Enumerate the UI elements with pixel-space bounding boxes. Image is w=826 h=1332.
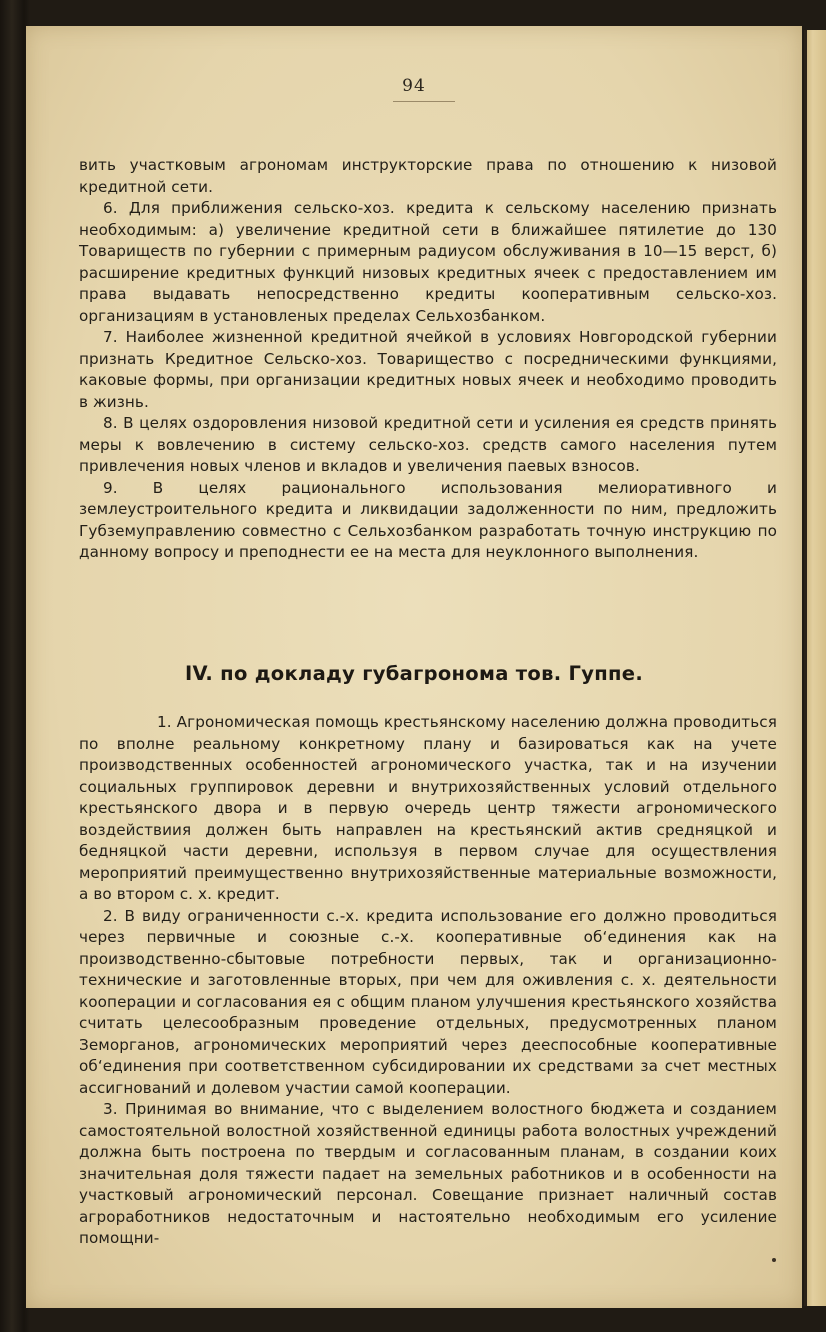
- document-page: [26, 26, 802, 1308]
- page-number-rule: [393, 101, 455, 102]
- page-number: 94: [402, 76, 426, 96]
- paragraph-7: 7. Наиболее жизненной кредитной ячейкой в условиях Новгородской губернии признать Кредитное Сельско-хоз. Товарищество с посредническими функциями, каковые формы, при организации кредитных новых ячеек и необходимо проводить в жизнь.: [79, 328, 777, 411]
- section-credit-resolutions: [79, 155, 777, 564]
- paragraph-8: 8. В целях оздоровления низовой кредитной сети и усиления ея средств принять меры к вовлечению в систему сельско-хоз. средств самого населения путем привлечения новых членов и вкладов и увеличения паевых взносов.: [79, 414, 777, 475]
- adjacent-page-edge: [804, 30, 826, 1306]
- paragraph-9: 9. В целях рационального использования мелиоративного и землеустроительного кредита и ликвидации задолженности по ним, предложить Губземуправлению совместно с Сельхозбанком разработать точную инструкцию по данному вопросу и преподнести ее на места для неуклонного выполнения.: [79, 478, 777, 561]
- paragraph-2: 2. В виду ограниченности с.-х. кредита использование его должно проводиться через первичные и союзные с.-х. кооперативные об‘единения как на производственно-сбытовые потребности первых, так и организационно-технические и заготовленные вторых, при чем для оживления с. х. деятельности кооперации и согласования ея с общим планом улучшения крестьянского хозяйства считать целесообразным проведение отдельных, предусмотренных планом Земорганов, агрономических мероприятий через дееспособные кооперативные об‘единения при соответственном субсидировании их средствами за счет местных ассигнований и долевом участии самой кооперации.: [79, 906, 777, 1097]
- section-heading: IV. по докладу губагронома тов. Гуппе.: [184, 662, 644, 685]
- paragraph-6: 6. Для приближения сельско-хоз. кредита к сельскому населению признать необходимым: а) увеличение кредитной сети в ближайшее пятилетие до 130 Товариществ по губернии с примерным радиусом обслуживания в 10—15 верст, б) расширение кредитных функций низовых кредитных ячеек с предоставлением им права выдавать непосредственно кредиты кооперативным сельско-хоз. организациям в установленых пределах Сельхозбанком.: [79, 199, 777, 325]
- continued-paragraph: вить участковым агрономам инструкторские права по отношению к низовой кредитной сети.: [79, 156, 777, 196]
- paragraph-3: 3. Принимая во внимание, что с выделением волостного бюджета и созданием самостоятельной волостной хозяйственной единицы работа волостных учреждений должна быть построена по твердым и согласованным планам, в создании коих значительная доля тяжести падает на земельных работников и в особенности на участковый агрономический персонал. Совещание признает наличный состав агроработников недостаточным и настоятельно необходимым его усиление помощни-: [79, 1100, 777, 1247]
- paragraph-1: 1. Агрономическая помощь крестьянскому населению должна проводиться по вполне реальному конкретному плану и базироваться как на учете производственных особенностей агрономического участка, так и на изучении социальных группировок деревни и внутрихозяйственных условий отдельного крестьянского двора и в первую очередь центр тяжести агрономического воздействиия должен быть направлен на крестьянский актив средняцкой и бедняцкой части деревни, используя в первом случае для осуществления мероприятий преимущественно внутрихозяйственные материальные возможности, а во втором с. х. кредит.: [79, 713, 777, 903]
- binding-shadow: [804, 30, 807, 1306]
- section-agronomy-resolutions: [79, 712, 777, 1250]
- ink-speck: [772, 1258, 776, 1262]
